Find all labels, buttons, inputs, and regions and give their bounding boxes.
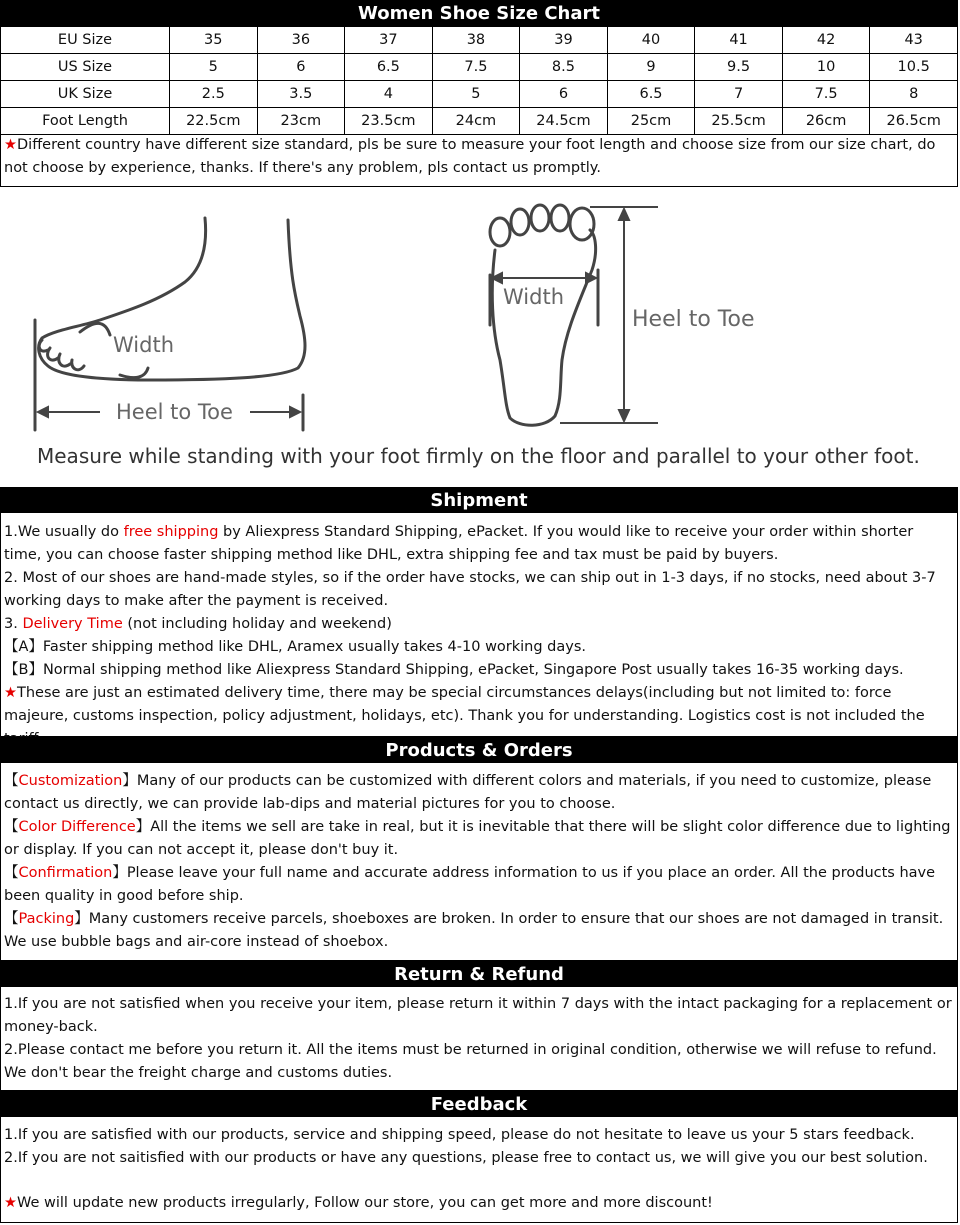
table-cell: 26.5cm xyxy=(870,108,958,135)
table-cell: 4 xyxy=(345,81,433,108)
table-row xyxy=(1,81,958,108)
shipment-title: Shipment xyxy=(0,487,958,513)
shipment-section xyxy=(0,513,958,737)
table-cell: 9 xyxy=(607,54,695,81)
table-cell: 39 xyxy=(520,27,608,54)
table-cell: 6.5 xyxy=(345,54,433,81)
products-item: 【Color Difference】All the items we sell are take in real, but it is inevitable that there will be slight color difference due to lighting or display. If you can not accept it, please don't buy it. xyxy=(4,819,951,858)
table-cell: 23.5cm xyxy=(345,108,433,135)
products-item: 【Packing】Many customers receive parcels, shoeboxes are broken. In order to ensure that our shoes are not damaged in transit. We use bubble bags and air-core instead of shoebox. xyxy=(4,911,944,950)
shipment-para-b: 【B】Normal shipping method like Aliexpress Standard Shipping, ePacket, Singapore Post usually takes 16-35 working days. xyxy=(4,662,904,678)
table-cell: 3.5 xyxy=(257,81,345,108)
table-cell: 37 xyxy=(345,27,433,54)
products-item: 【Customization】Many of our products can be customized with different colors and materials, if you need to customize, please contact us directly, we can provide lab-dips and material pictures for you to choose. xyxy=(4,773,932,812)
table-cell: 5 xyxy=(170,54,258,81)
table-row xyxy=(1,27,958,54)
top-length-label: Heel to Toe xyxy=(632,307,755,332)
feedback-para-1: 1.If you are satisfied with our products, service and shipping speed, please do not hesitate to leave us your 5 stars feedback. xyxy=(4,1127,915,1143)
top-foot-drawing xyxy=(490,205,598,425)
size-chart-title: Women Shoe Size Chart xyxy=(0,0,958,26)
table-cell: 35 xyxy=(170,27,258,54)
star-icon: ★ xyxy=(4,137,17,153)
table-cell: 24.5cm xyxy=(520,108,608,135)
table-cell: 2.5 xyxy=(170,81,258,108)
table-cell: 25.5cm xyxy=(695,108,783,135)
products-item: 【Confirmation】Please leave your full name and accurate address information to us if you place an order. All the products have been quality in good before ship. xyxy=(4,865,936,904)
table-cell: 41 xyxy=(695,27,783,54)
shipment-para-1: 1.We usually do free shipping by Aliexpress Standard Shipping, ePacket. If you would like to receive your order within shorter time, you can choose faster shipping method like DHL, extra shipping fee and tax must be paid by buyers. xyxy=(4,524,914,563)
table-cell: 7.5 xyxy=(432,54,520,81)
feedback-para-2: 2.If you are not saitisfied with our products or have any questions, please free to contact us, we will give you our best solution. xyxy=(4,1150,928,1166)
table-cell: 23cm xyxy=(257,108,345,135)
shipment-para-3: 3. Delivery Time (not including holiday and weekend) xyxy=(4,616,392,632)
row-label: EU Size xyxy=(1,27,170,54)
table-row xyxy=(1,108,958,135)
foot-measure-diagram xyxy=(0,190,958,485)
star-icon: ★ xyxy=(4,685,17,701)
side-width-label: Width xyxy=(113,333,175,357)
top-width-arrow xyxy=(492,273,596,283)
refund-para-2: 2.Please contact me before you return it. All the items must be returned in original condition, otherwise we will refuse to refund. We don't bear the freight charge and customs duties. xyxy=(4,1042,937,1081)
feedback-note: ★We will update new products irregularly, Follow our store, you can get more and more discount! xyxy=(4,1195,713,1211)
row-label: UK Size xyxy=(1,81,170,108)
table-cell: 42 xyxy=(782,27,870,54)
shipment-para-2: 2. Most of our shoes are hand-made styles, so if the order have stocks, we can ship out in 1-3 days, if no stocks, need about 3-7 working days to make after the payment is received. xyxy=(4,570,936,609)
table-cell: 43 xyxy=(870,27,958,54)
table-cell: 5 xyxy=(432,81,520,108)
products-title: Products & Orders xyxy=(0,737,958,763)
table-cell: 9.5 xyxy=(695,54,783,81)
refund-para-1: 1.If you are not satisfied when you receive your item, please return it within 7 days with the intact packaging for a replacement or money-back. xyxy=(4,996,952,1035)
table-cell: 36 xyxy=(257,27,345,54)
table-cell: 26cm xyxy=(782,108,870,135)
table-cell: 40 xyxy=(607,27,695,54)
table-cell: 6 xyxy=(520,81,608,108)
table-cell: 7.5 xyxy=(782,81,870,108)
table-cell: 10.5 xyxy=(870,54,958,81)
table-cell: 7 xyxy=(695,81,783,108)
shipment-para-a: 【A】Faster shipping method like DHL, Aramex usually takes 4-10 working days. xyxy=(4,639,587,655)
table-cell: 25cm xyxy=(607,108,695,135)
side-length-label: Heel to Toe xyxy=(116,400,233,424)
refund-section xyxy=(0,987,958,1091)
table-cell: 10 xyxy=(782,54,870,81)
refund-title: Return & Refund xyxy=(0,961,958,987)
top-width-label: Width xyxy=(503,285,565,309)
row-label: Foot Length xyxy=(1,108,170,135)
shipment-note: ★These are just an estimated delivery time, there may be special circumstances delays(including but not limited to: force majeure, customs inspection, policy adjustment, holidays, etc). Thank you for understanding. Logistics cost is not included the xyxy=(4,685,925,724)
size-chart-note: ★Different country have different size standard, pls be sure to measure your foot length and choose size from our size chart, do not choose by experience, thanks. If there's any problem, pls contact us promptly. xyxy=(0,132,958,187)
side-foot-drawing xyxy=(35,218,305,430)
star-icon: ★ xyxy=(4,1195,17,1211)
table-row xyxy=(1,54,958,81)
diagram-caption: Measure while standing with your foot firmly on the floor and parallel to your other foot. xyxy=(37,444,920,468)
table-cell: 8 xyxy=(870,81,958,108)
feedback-section xyxy=(0,1117,958,1223)
feedback-title: Feedback xyxy=(0,1091,958,1117)
table-cell: 22.5cm xyxy=(170,108,258,135)
table-cell: 6 xyxy=(257,54,345,81)
table-cell: 8.5 xyxy=(520,54,608,81)
table-cell: 6.5 xyxy=(607,81,695,108)
table-cell: 38 xyxy=(432,27,520,54)
products-section xyxy=(0,763,958,961)
table-cell: 24cm xyxy=(432,108,520,135)
size-chart-table xyxy=(0,26,958,135)
row-label: US Size xyxy=(1,54,170,81)
